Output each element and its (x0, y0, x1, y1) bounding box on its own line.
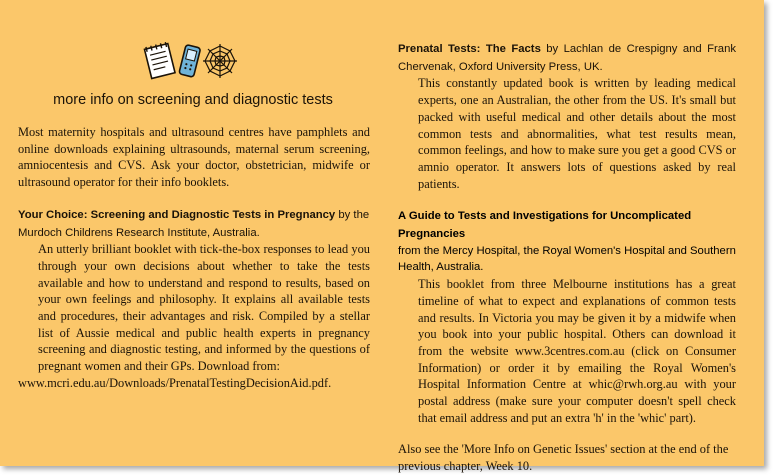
download-url: www.mcri.edu.au/Downloads/PrenatalTestingDecisionAid.pdf. (18, 375, 332, 390)
see-also-note: Also see the 'More Info on Genetic Issues' section at the end of the previous chapter, Week 10. (398, 442, 729, 474)
reference-guide-to-tests (398, 207, 736, 242)
left-column (18, 124, 370, 392)
right-column (398, 40, 736, 475)
reference-title: A Guide to Tests and Investigations for Uncomplicated Pregnancies (398, 210, 692, 241)
section-title (0, 92, 386, 108)
reference-your-choice (18, 206, 370, 241)
section-title-topic: screening and diagnostic tests (137, 92, 333, 108)
reference-description: This constantly updated book is written by leading medical experts, one an Australian, the other from the US. It's small but packed with useful medical and other details about the most common tests and abnormalities, what test results mean, common feelings, and how to make sure you get a good CVS or amnio operator. It answers lots of questions asked by real patients. (418, 76, 736, 191)
spider-web-icon (203, 44, 237, 78)
reference-description: An utterly brilliant booklet with tick-the-box responses to lead you through your own decisions about whether to take the tests available and how to understand and respond to results, based on your own feelings and philosophy. It explains all available tests and procedures, their advantages and risk. Compiled by a stellar list of Aussie medical and public health experts in pregnancy screening and diagnostic testing, and informed by the questions of pregnant women and their GPs. Download from: (38, 242, 370, 374)
notepad-icon (144, 42, 175, 79)
reference-title: Your Choice: Screening and Diagnostic Tests in Pregnancy (18, 208, 336, 221)
reference-prenatal-tests (398, 40, 736, 75)
reference-source: from the Mercy Hospital, the Royal Women's Hospital and Southern Health, Australia. (398, 244, 736, 274)
reference-description: This booklet from three Melbourne institutions has a great timeline of what to expect and explanations of common tests and results. In Victoria you may be given it by a midwife when you book into your public hospital. Others can download it from the website www.3centres.com.au (click on Consumer Information) or order it by emailing the Royal Women's Hospital Information Centre at whic@rwh.org.au with your postal address (make sure your computer doesn't spell check that email address and put an extra 'h' in the 'whic' part). (418, 277, 736, 425)
section-icons (140, 40, 240, 82)
intro-paragraph: Most maternity hospitals and ultrasound centres have pamphlets and online downloads explaining ultrasounds, maternal serum screening, amniocentesis and CVS. Ask your doctor, obstetrician, midwife or ultrasound operator for their info booklets. (18, 125, 370, 190)
reference-source: by the Murdoch Childrens Research Institute, Australia. (18, 208, 370, 239)
mobile-phone-icon (179, 45, 201, 78)
reference-source: by Lachlan de Crespigny and Frank Chervenak, Oxford University Press, UK. (398, 43, 736, 73)
reference-title: Prenatal Tests: The Facts (398, 43, 541, 55)
section-title-prefix: more info on (53, 92, 138, 108)
